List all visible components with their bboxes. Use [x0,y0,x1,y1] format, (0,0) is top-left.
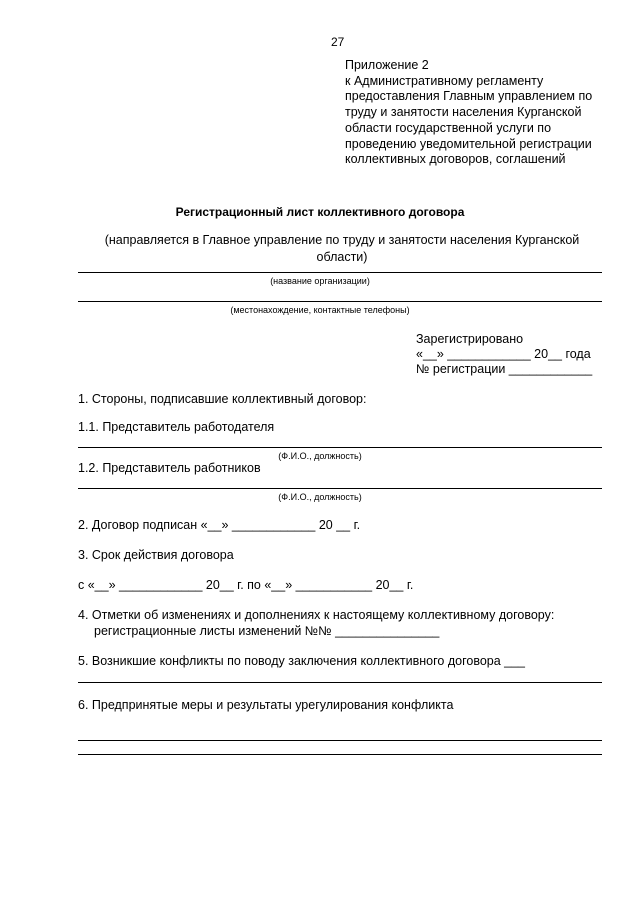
measures-line-1 [78,740,602,741]
item-1-2-employee-rep: 1.2. Представитель работников [78,461,261,475]
item-4-changes: 4. Отметки об изменениях и дополнениях к настоящему коллективному договору: [78,608,555,622]
location-line [78,301,602,302]
employer-rep-line [78,447,602,448]
annex-line: области государственной услуги по [345,120,552,135]
annex-header [345,58,592,168]
item-3-term: 3. Срок действия договора [78,548,234,562]
registration-date: «__» ____________ 20__ года [416,347,591,361]
annex-line: предоставления Главным управлением по [345,89,593,104]
measures-line-2 [78,754,602,755]
item-4-change-sheets: регистрационные листы изменений №№ _______________ [94,624,440,638]
org-name-caption: (название организации) [270,276,370,286]
annex-line: коллективных договоров, соглашений [345,152,566,167]
item-1-1-employer-rep: 1.1. Представитель работодателя [78,420,275,434]
item-5-conflicts: 5. Возникшие конфликты по поводу заключения коллективного договора ___ [78,654,526,668]
annex-line: труду и занятости населения Курганской [345,105,582,120]
location-caption: (местонахождение, контактные телефоны) [230,305,410,315]
annex-line: Приложение 2 [345,58,429,72]
conflicts-line [78,682,602,683]
item-2-signed-date: 2. Договор подписан «__» ____________ 20 __ г. [78,518,361,532]
employer-rep-caption: (Ф.И.О., должность) [278,451,362,461]
employee-rep-caption: (Ф.И.О., должность) [278,492,362,502]
document-subtitle: (направляется в Главное управление по труду и занятости населения Курганской области) [104,233,580,264]
employee-rep-line [78,488,602,489]
registration-number: № регистрации ____________ [416,362,593,376]
registered-label: Зарегистрировано [416,332,524,346]
annex-line: к Административному регламенту [345,73,544,88]
item-1-parties: 1. Стороны, подписавшие коллективный договор: [78,392,367,406]
page-number: 27 [331,35,345,49]
org-name-line [78,272,602,273]
document-title: Регистрационный лист коллективного договора [175,205,465,219]
annex-line: проведению уведомительной регистрации [345,136,592,151]
item-3-term-dates: с «__» ____________ 20__ г. по «__» ___________ 20__ г. [78,578,414,592]
item-6-measures: 6. Предпринятые меры и результаты урегулирования конфликта [78,698,454,712]
